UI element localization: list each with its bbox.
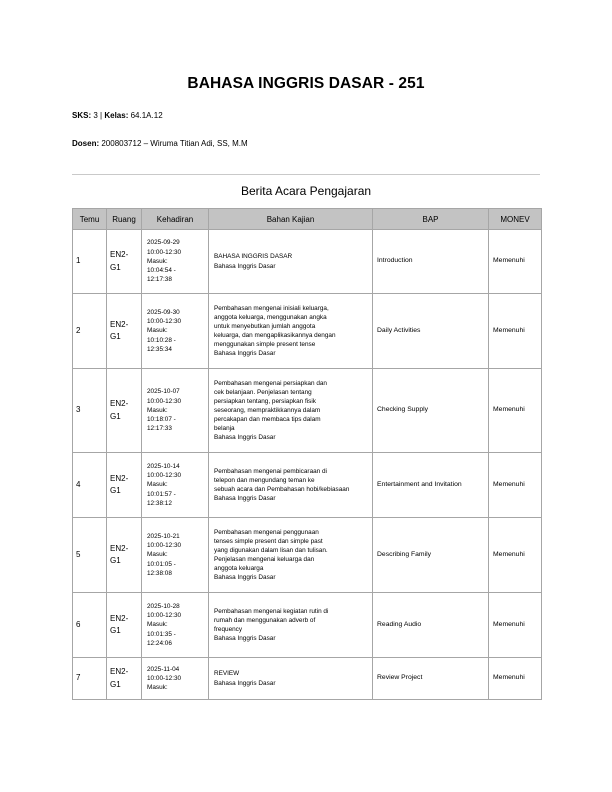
table-row [73,518,542,593]
sks-label: SKS: [72,111,92,120]
ruang-cell: EN2-G1 [107,453,142,518]
bahan-kajian-line: rumah dan menggunakan adverb of [214,616,316,624]
bahan-kajian-line: Bahasa Inggris Dasar [214,635,276,643]
monev-cell: Memenuhi [489,230,542,294]
bahan-kajian-line: tenses simple present dan simple past [214,537,323,545]
ruang-cell: EN2-G1 [107,658,142,700]
kehadiran-line: Masuk: [147,621,168,629]
temu-cell: 2 [73,294,107,369]
kehadiran-line: 10:18:07 - [147,416,176,424]
kehadiran-cell [142,658,209,700]
kehadiran-line: 10:01:05 - [147,560,176,568]
kehadiran-cell [142,294,209,369]
temu-cell: 3 [73,369,107,453]
bahan-kajian-line: keluarga, dan mengaplikasikannya dengan [214,332,336,339]
bahan-kajian-line: Pembahasan mengenai pembicaraan di [214,467,327,475]
bahan-kajian-line: telepon dan mengundang teman ke [214,476,315,484]
bahan-kajian-cell [209,593,373,658]
bahan-kajian-line: Pembahasan mengenai inisiali keluarga, [214,304,329,312]
kelas-value: 64.1A.12 [130,111,163,120]
temu-cell: 4 [73,453,107,518]
bahan-kajian-line: Bahasa Inggris Dasar [214,495,276,503]
dosen-label: Dosen: [72,139,100,148]
kehadiran-line: 2025-10-28 [147,602,180,610]
bap-cell: Introduction [373,230,489,294]
table-row [73,658,542,700]
bahan-kajian-cell [209,658,373,700]
bahan-kajian-line: BAHASA INGGRIS DASAR [214,253,293,261]
bap-cell: Describing Family [373,518,489,593]
bap-cell: Daily Activities [373,294,489,369]
bahan-kajian-cell [209,369,373,453]
bap-cell: Entertainment and Invitation [373,453,489,518]
bahan-kajian-line: yang digunakan dalam lisan dan tulisan. [214,546,328,554]
bahan-kajian-cell [209,453,373,518]
table-row [73,369,542,453]
bahan-kajian-line: cek belanjaan. Penjelasan tentang [214,388,312,396]
header-bap: BAP [373,209,489,230]
monev-cell: Memenuhi [489,453,542,518]
bahan-kajian-line: Bahasa Inggris Dasar [214,434,276,442]
bahan-kajian-line: persiapkan tentang, persiapkan fisik [214,397,316,405]
kehadiran-line: 2025-11-04 [147,665,180,673]
bahan-kajian-line: belanja [214,425,235,433]
kehadiran-line: Masuk: [147,327,168,335]
bahan-kajian-line: untuk menyebutkan jumlah anggota [214,322,316,330]
temu-cell: 5 [73,518,107,593]
kehadiran-line: 2025-09-29 [147,239,180,247]
bap-cell: Checking Supply [373,369,489,453]
table-header-row [73,209,542,230]
ruang-cell: EN2-G1 [107,294,142,369]
sks-value: 3 [93,111,98,120]
monev-cell: Memenuhi [489,658,542,700]
kehadiran-line: 10:00-12:30 [147,318,182,326]
dosen-value: 200803712 – Wiruma Titian Adi, SS, M.M [101,139,248,148]
bahan-kajian-line: Bahasa Inggris Dasar [214,350,276,358]
header-ruang: Ruang [107,209,142,230]
kehadiran-line: 12:17:33 [147,425,172,433]
monev-cell: Memenuhi [489,518,542,593]
bahan-kajian-line: sebuah acara dan Pembahasan hobi/kebiasaan [214,486,350,493]
bahan-kajian-line: REVIEW [214,670,240,678]
monev-cell: Memenuhi [489,294,542,369]
bahan-kajian-line: percakapan dan membaca tips dalam [214,416,321,424]
bahan-kajian-line: anggota keluarga [214,565,264,573]
bahan-kajian-line: Bahasa Inggris Dasar [214,262,276,270]
bahan-kajian-cell [209,294,373,369]
course-title: BAHASA INGGRIS DASAR - 251 [187,75,425,92]
course-meta [72,111,163,120]
dosen-line [72,139,248,148]
monev-cell: Memenuhi [489,593,542,658]
bap-cell: Reading Audio [373,593,489,658]
ruang-cell: EN2-G1 [107,518,142,593]
header-bahan-kajian: Bahan Kajian [209,209,373,230]
kehadiran-line: 10:00-12:30 [147,674,182,682]
bahan-kajian-cell [209,518,373,593]
table-row [73,294,542,369]
kehadiran-line: 12:17:38 [147,276,172,284]
kehadiran-line: 10:10:28 - [147,336,176,344]
ruang-cell: EN2-G1 [107,593,142,658]
bahan-kajian-line: menggunakan simple present tense [214,341,316,349]
bahan-kajian-cell [209,230,373,294]
kehadiran-line: Masuk: [147,406,168,414]
kehadiran-line: 12:38:12 [147,499,172,507]
table-row [73,230,542,294]
kehadiran-cell [142,593,209,658]
kehadiran-line: 10:00-12:30 [147,248,182,256]
temu-cell: 6 [73,593,107,658]
kehadiran-line: 10:01:57 - [147,490,176,498]
header-temu: Temu [73,209,107,230]
kehadiran-line: 2025-09-30 [147,308,180,316]
kehadiran-line: 12:38:08 [147,569,172,577]
bahan-kajian-line: seseorang, mempraktikkannya dalam [214,406,321,414]
kehadiran-line: 10:00-12:30 [147,542,182,550]
monev-cell: Memenuhi [489,369,542,453]
bahan-kajian-line: Pembahasan mengenai persiapkan dan [214,379,327,387]
kehadiran-line: 10:04:54 - [147,267,176,275]
bahan-kajian-line: anggota keluarga, menggunakan angka [214,313,327,321]
kehadiran-cell [142,518,209,593]
ruang-cell: EN2-G1 [107,230,142,294]
bahan-kajian-line: Penjelasan mengenai keluarga dan [214,556,315,563]
section-title: Berita Acara Pengajaran [240,184,372,198]
kehadiran-line: 10:00-12:30 [147,472,182,480]
table-row [73,453,542,518]
header-kehadiran: Kehadiran [142,209,209,230]
temu-cell: 1 [73,230,107,294]
kehadiran-cell [142,369,209,453]
temu-cell: 7 [73,658,107,700]
header-monev: MONEV [489,209,542,230]
bap-table [72,208,542,700]
kehadiran-line: 2025-10-14 [147,462,180,470]
kehadiran-line: 2025-10-07 [147,388,180,396]
kehadiran-line: 12:35:34 [147,345,172,353]
bap-cell: Review Project [373,658,489,700]
bahan-kajian-line: frequency [214,626,243,633]
meta-separator: | [100,111,103,120]
kehadiran-line: Masuk: [147,481,168,489]
kehadiran-cell [142,453,209,518]
kehadiran-line: 10:00-12:30 [147,397,182,405]
ruang-cell: EN2-G1 [107,369,142,453]
bahan-kajian-line: Bahasa Inggris Dasar [214,574,276,582]
kehadiran-line: 12:24:06 [147,639,172,647]
kehadiran-line: 2025-10-21 [147,532,180,540]
bahan-kajian-line: Bahasa Inggris Dasar [214,679,276,687]
kehadiran-line: 10:00-12:30 [147,612,182,620]
kelas-label: Kelas: [104,111,129,120]
table-row [73,593,542,658]
kehadiran-cell [142,230,209,294]
kehadiran-line: Masuk: [147,257,168,265]
kehadiran-line: Masuk: [147,684,168,692]
divider [72,174,540,175]
kehadiran-line: Masuk: [147,551,168,559]
bahan-kajian-line: Pembahasan mengenai kegiatan rutin di [214,607,329,615]
kehadiran-line: 10:01:35 - [147,630,176,638]
bahan-kajian-line: Pembahasan mengenai penggunaan [214,528,319,536]
